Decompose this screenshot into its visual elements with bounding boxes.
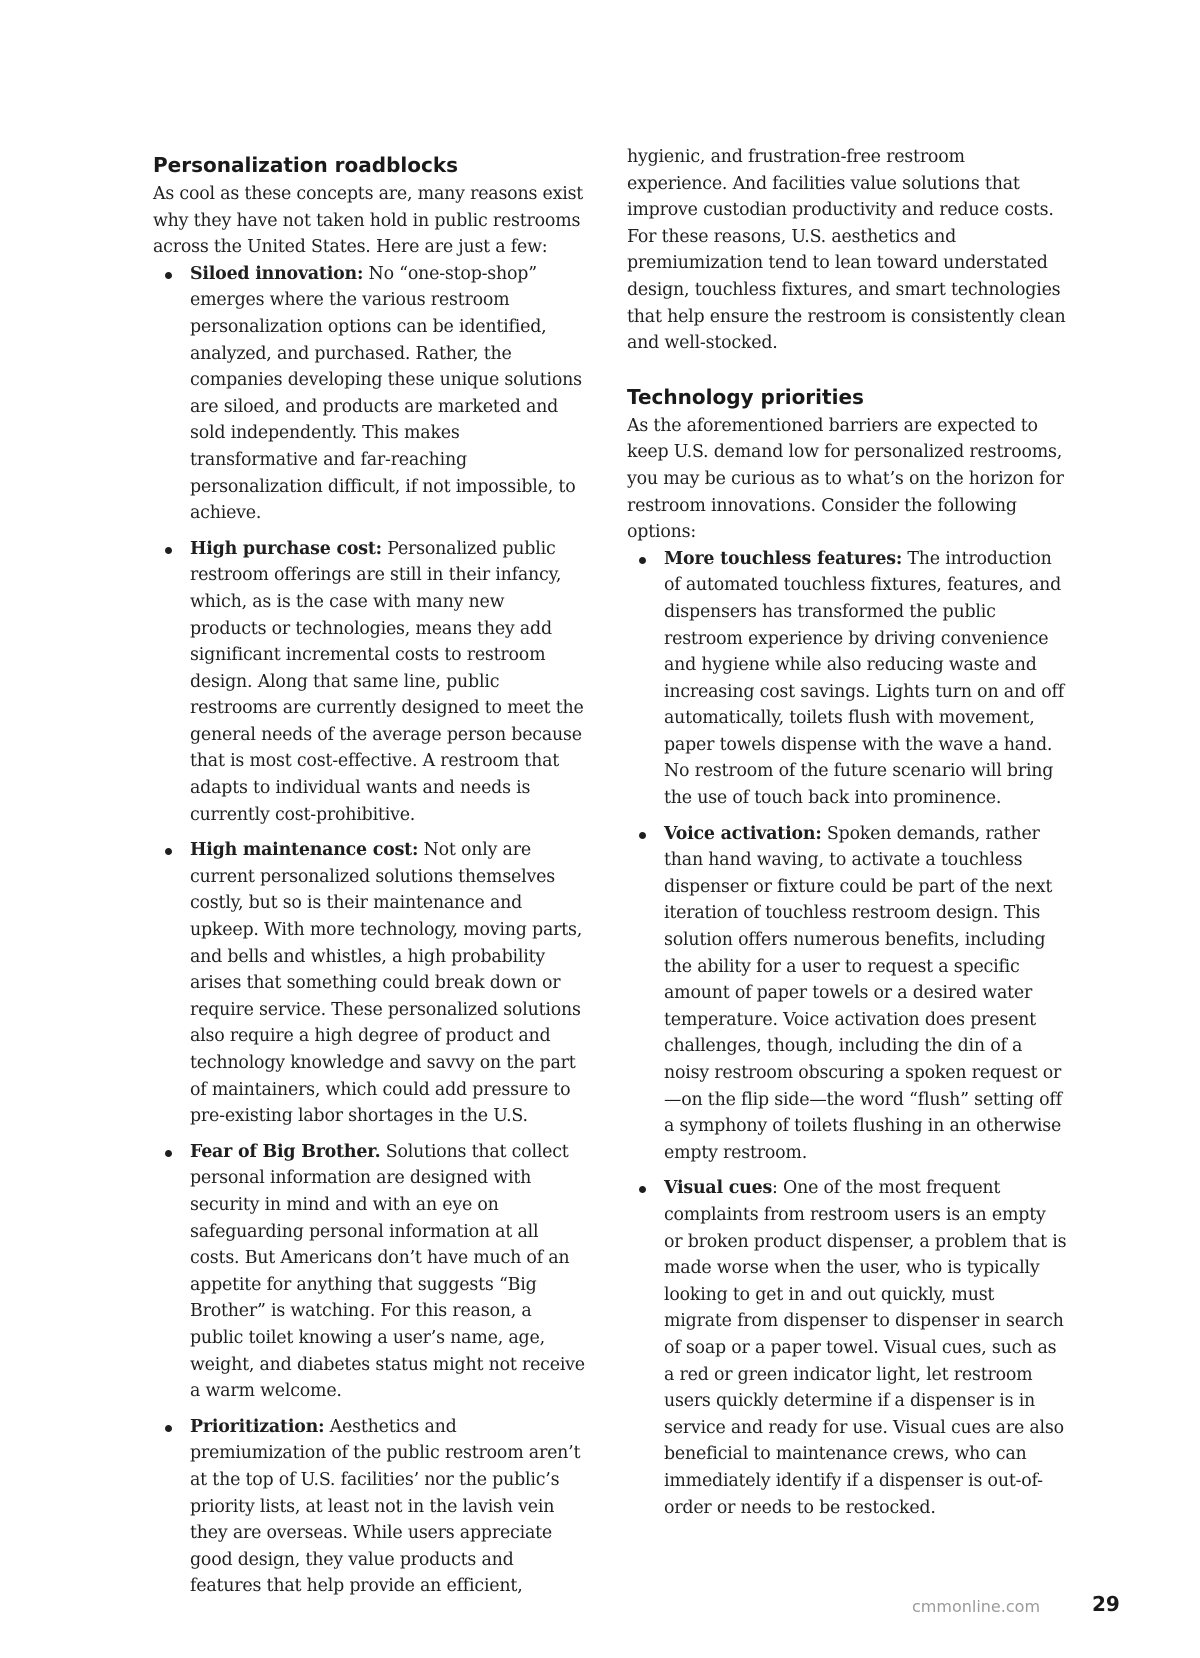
priorities-list xyxy=(627,546,1067,1521)
list-item-high-maintenance-cost xyxy=(190,837,585,1130)
continuation-paragraph: hygienic, and frustration-free restroom experience. And facilities value solutions that improve custodian productivity and reduce costs. For these reasons, U.S. aesthetics and premiumization tend to lean toward understated design, touchless fixtures, and smart technologies that help ensure the restroom is consistently clean and well-stocked. xyxy=(627,147,1066,354)
bullet-text: Not only are current personalized solutions themselves costly, but so is their maintenance and upkeep. With more technology, moving parts, and bells and whistles, a high probability arises that something could break down or require service. These personalized solutions also require a high degree of product and technology knowledge and savvy on the part of maintainers, which could add pressure to pre-existing labor shortages in the U.S. xyxy=(190,840,583,1127)
bullet-text: The introduction of automated touchless fixtures, features, and dispensers has transformed the public restroom experience by driving convenience and hygiene while also reducing waste and increasing cost savings. Lights turn on and off automatically, toilets flush with movement, paper towels dispense with the wave a hand. No restroom of the future scenario will bring the use of touch back into prominence. xyxy=(664,548,1064,809)
bullet-lead: Siloed innovation: xyxy=(190,263,364,284)
bullet-text: Aesthetics and premiumization of the public restroom aren’t at the top of U.S. facilities’ nor the public’s priority lists, at least not in the lavish vein they are overseas. While users appreciate good design, they value products and features that help provide an efficient, xyxy=(190,1416,581,1597)
list-item-visual-cues xyxy=(664,1175,1067,1521)
bullet-text: Spoken demands, rather than hand waving, to activate a touchless dispenser or fixture could be part of the next iteration of touchless restroom design. This solution offers numerous benefits, including the ability for a user to request a specific amount of paper towels or a desired water temperature. Voice activation does present challenges, though, including the din of a noisy restroom obscuring a spoken request or—on the flip side—the word “flush” setting off a symphony of toilets flushing in an otherwise empty restroom. xyxy=(664,823,1062,1163)
bullet-text: Personalized public restroom offerings are still in their infancy, which, as is the case with many new products or technologies, means they add significant incremental costs to restroom design. Along that same line, public restrooms are currently designed to meet the general needs of the average person because that is most cost-effective. A restroom that adapts to individual wants and needs is currently cost-prohibitive. xyxy=(190,538,584,825)
section-heading-technology-priorities: Technology priorities xyxy=(627,384,864,409)
page-number: 29 xyxy=(1092,1592,1120,1616)
roadblocks-list xyxy=(153,261,585,1600)
bullet-lead: Visual cues xyxy=(664,1178,773,1199)
intro-paragraph: As cool as these concepts are, many reasons exist why they have not taken hold in public restrooms across the United States. Here are just a few: xyxy=(153,184,584,258)
bullet-lead: Voice activation: xyxy=(664,823,822,844)
list-item-prioritization xyxy=(190,1414,585,1600)
bullet-lead: More touchless features: xyxy=(664,548,903,569)
bullet-lead: High purchase cost: xyxy=(190,538,382,559)
list-item-fear-of-big-brother xyxy=(190,1139,585,1405)
bullet-lead: High maintenance cost: xyxy=(190,840,419,861)
list-item-more-touchless-features xyxy=(664,546,1067,812)
intro-paragraph: As the aforementioned barriers are expected to keep U.S. demand low for personalized restrooms, you may be curious as to what’s on the horizon for restroom innovations. Consider the following options: xyxy=(627,415,1064,543)
bullet-text: : One of the most frequent complaints from restroom users is an empty or broken product dispenser, a problem that is made worse when the user, who is typically looking to get in and out quickly, must migrate from dispenser to dispenser in search of soap or a paper towel. Visual cues, such as a red or green indicator light, let restroom users quickly determine if a dispenser is in service and ready for use. Visual cues are also beneficial to maintenance crews, who can immediately identify if a dispenser is out-of-order or needs to be restocked. xyxy=(664,1178,1067,1518)
bullet-text: No “one-stop-shop” emerges where the various restroom personalization options can be identified, analyzed, and purchased. Rather, the companies developing these unique solutions are siloed, and products are marketed and sold independently. This makes transformative and far-reaching personalization difficult, if not impossible, to achieve. xyxy=(190,263,582,524)
section-heading-personalization-roadblocks: Personalization roadblocks xyxy=(153,153,459,177)
list-item-voice-activation xyxy=(664,821,1067,1167)
list-item-high-purchase-cost xyxy=(190,536,585,829)
left-column xyxy=(153,151,585,1609)
right-column xyxy=(627,144,1067,1530)
footer-website: cmmonline.com xyxy=(912,1597,1041,1616)
bullet-lead: Fear of Big Brother. xyxy=(190,1141,381,1162)
list-item-siloed-innovation xyxy=(190,261,585,527)
bullet-text: Solutions that collect personal information are designed with security in mind and with an eye on safeguarding personal information at all costs. But Americans don’t have much of an appetite for anything that suggests “Big Brother” is watching. For this reason, a public toilet knowing a user’s name, age, weight, and diabetes status might not receive a warm welcome. xyxy=(190,1141,585,1402)
bullet-lead: Prioritization: xyxy=(190,1416,325,1437)
